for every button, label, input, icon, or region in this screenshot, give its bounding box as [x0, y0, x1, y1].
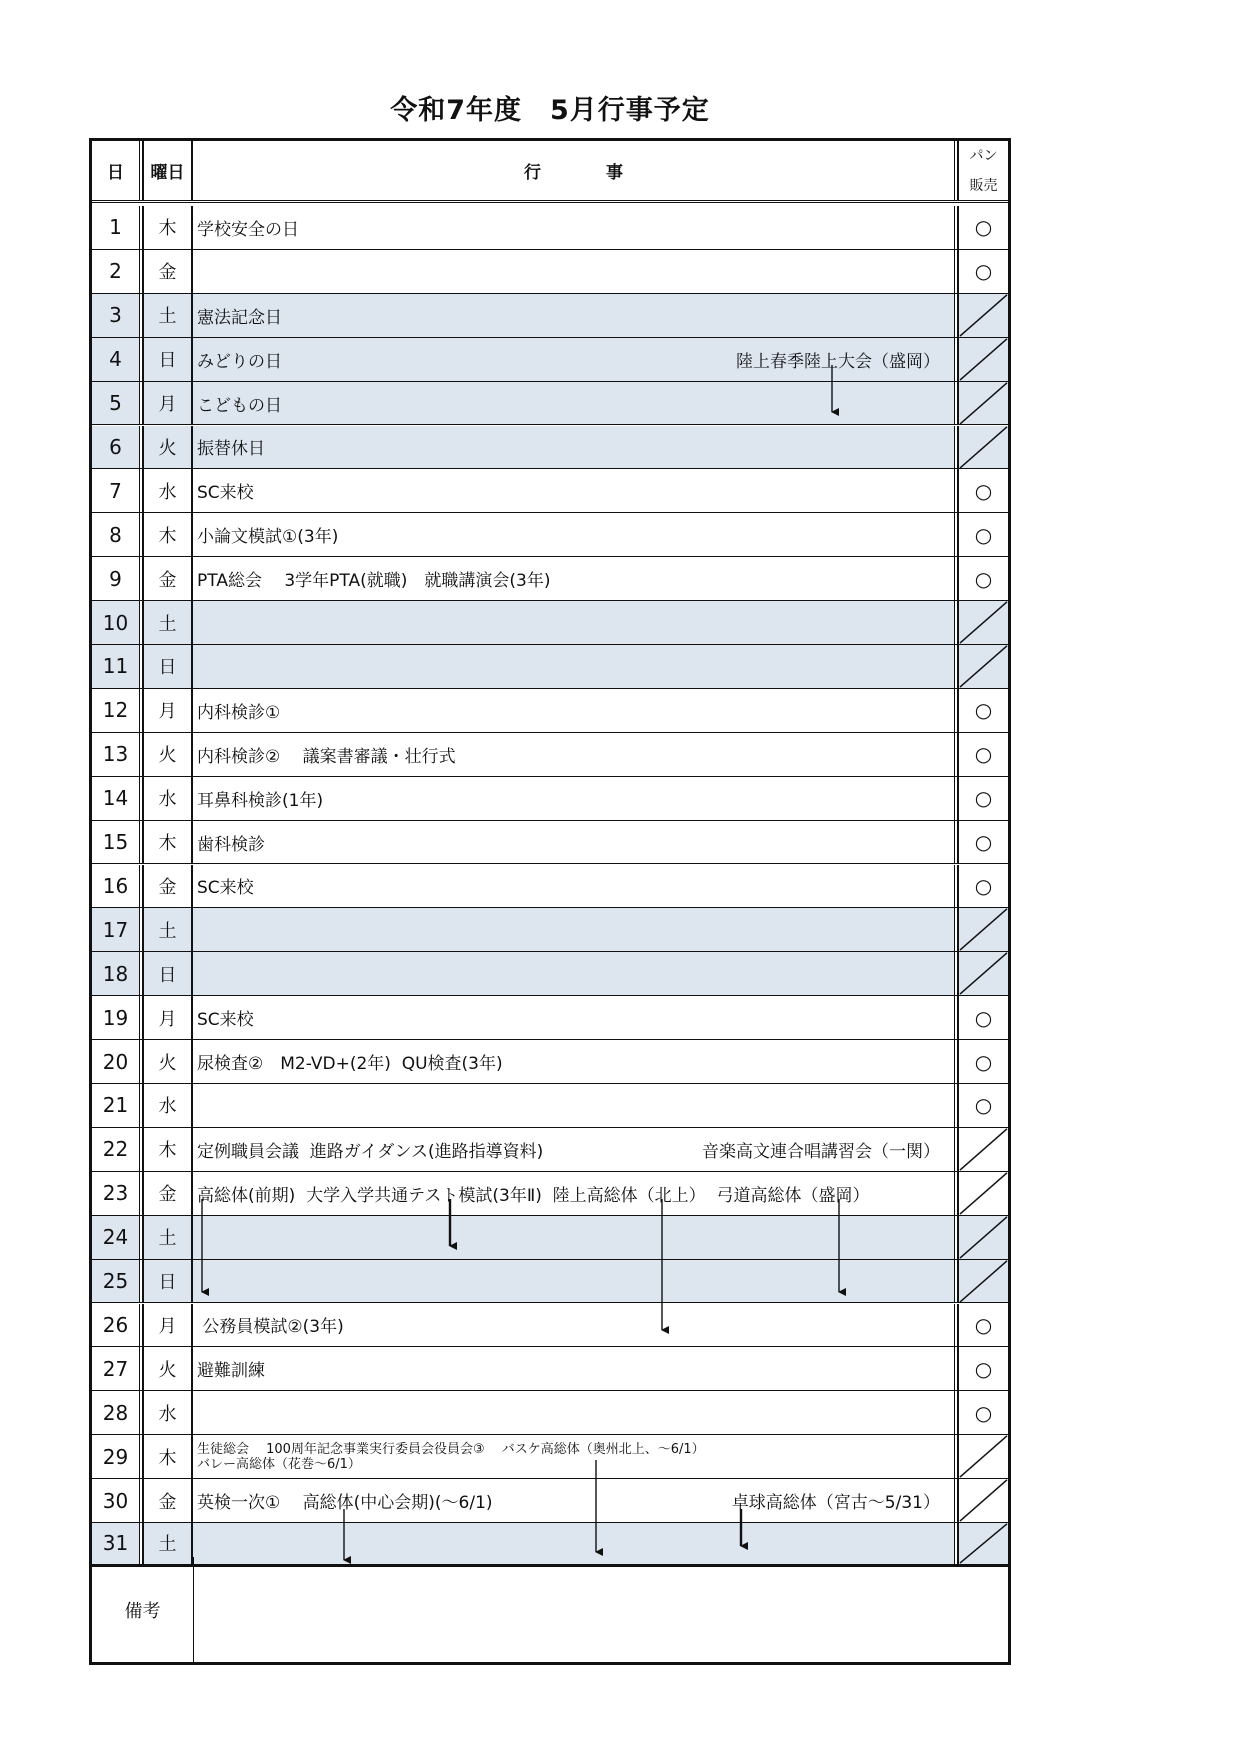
events-cell	[193, 557, 955, 600]
day-cell: 27	[92, 1347, 140, 1390]
events-cell	[193, 1347, 955, 1390]
table-row	[92, 601, 1008, 645]
table-row	[92, 1172, 1008, 1216]
weekday-cell: 月	[142, 1304, 193, 1347]
bread-sale-cell	[957, 1128, 1008, 1171]
bread-sale-mark: ○	[974, 873, 993, 898]
events-cell	[193, 294, 955, 337]
bread-sale-cell	[957, 513, 1008, 556]
no-sale-slash-icon	[959, 601, 1008, 644]
weekday-cell: 木	[142, 1435, 193, 1478]
table-row	[92, 206, 1008, 250]
no-sale-slash-icon	[959, 1435, 1008, 1478]
weekday-cell: 水	[142, 469, 193, 512]
day-cell: 31	[92, 1523, 140, 1564]
events-text: 避難訓練	[197, 1361, 265, 1382]
day-cell: 3	[92, 294, 140, 337]
events-small-text	[197, 1442, 705, 1472]
bread-sale-cell	[957, 908, 1008, 951]
events-cell	[193, 206, 955, 249]
day-cell: 28	[92, 1391, 140, 1434]
bread-sale-cell	[957, 338, 1008, 381]
events-cell	[193, 1172, 955, 1215]
no-sale-slash-icon	[959, 1479, 1008, 1522]
day-cell: 29	[92, 1435, 140, 1478]
table-row	[92, 952, 1008, 996]
table-row	[92, 1216, 1008, 1260]
day-cell: 8	[92, 513, 140, 556]
weekday-cell: 日	[142, 645, 193, 688]
events-text: 定例職員会議 進路ガイダンス(進路指導資料)	[197, 1141, 544, 1162]
weekday-cell: 金	[142, 1479, 193, 1522]
day-cell: 9	[92, 557, 140, 600]
bread-sale-cell	[957, 382, 1008, 425]
day-cell: 23	[92, 1172, 140, 1215]
weekday-cell: 火	[142, 426, 193, 469]
events-cell	[193, 952, 955, 995]
bread-sale-cell	[957, 294, 1008, 337]
day-cell: 26	[92, 1304, 140, 1347]
table-row	[92, 1479, 1008, 1523]
weekday-cell: 日	[142, 338, 193, 381]
events-text-right: 卓球高総体（宮古～5/31）	[731, 1493, 940, 1514]
events-cell	[193, 908, 955, 951]
bread-sale-cell	[957, 952, 1008, 995]
weekday-cell: 土	[142, 601, 193, 644]
events-cell	[193, 469, 955, 512]
day-cell: 19	[92, 996, 140, 1039]
table-row	[92, 1391, 1008, 1435]
table-row	[92, 338, 1008, 382]
table-row	[92, 908, 1008, 952]
day-cell: 21	[92, 1084, 140, 1127]
bread-sale-cell	[957, 1479, 1008, 1522]
bread-sale-mark: ○	[974, 1093, 993, 1118]
day-cell: 18	[92, 952, 140, 995]
page-title: 令和7年度 5月行事予定	[390, 95, 710, 126]
bread-sale-cell	[957, 1040, 1008, 1083]
table-row	[92, 1260, 1008, 1304]
day-cell: 10	[92, 601, 140, 644]
no-sale-slash-icon	[959, 338, 1008, 381]
table-row	[92, 645, 1008, 689]
day-cell: 17	[92, 908, 140, 951]
bread-sale-cell	[957, 821, 1008, 864]
events-text: 憲法記念日	[197, 307, 282, 328]
table-row	[92, 250, 1008, 294]
header-bread-line1: パン	[969, 147, 998, 164]
bread-sale-mark: ○	[974, 698, 993, 723]
no-sale-slash-icon	[959, 294, 1008, 337]
bread-sale-mark: ○	[974, 742, 993, 767]
events-cell	[193, 1128, 955, 1171]
bread-sale-mark: ○	[974, 830, 993, 855]
events-text-right: 陸上春季陸上大会（盛岡）	[736, 351, 940, 372]
day-cell: 4	[92, 338, 140, 381]
table-row	[92, 1347, 1008, 1391]
weekday-cell: 火	[142, 1040, 193, 1083]
events-text: PTA総会 3学年PTA(就職) 就職講演会(3年)	[197, 571, 551, 592]
bread-sale-cell	[957, 777, 1008, 820]
weekday-cell: 木	[142, 513, 193, 556]
bread-sale-cell	[957, 733, 1008, 776]
events-text-right: 音楽高文連合唱講習会（一関）	[702, 1141, 940, 1162]
bread-sale-cell	[957, 1391, 1008, 1434]
day-cell: 5	[92, 382, 140, 425]
bread-sale-cell	[957, 426, 1008, 469]
table-row	[92, 821, 1008, 865]
header-weekday: 曜日	[142, 141, 193, 200]
events-text: こどもの日	[197, 395, 282, 416]
events-cell	[193, 1479, 955, 1522]
weekday-cell: 金	[142, 865, 193, 908]
weekday-cell: 木	[142, 206, 193, 249]
day-cell: 25	[92, 1260, 140, 1303]
table-row	[92, 1128, 1008, 1172]
bread-sale-cell	[957, 1304, 1008, 1347]
events-cell	[193, 513, 955, 556]
day-cell: 24	[92, 1216, 140, 1259]
weekday-cell: 金	[142, 250, 193, 293]
table-row	[92, 865, 1008, 909]
events-cell	[193, 777, 955, 820]
events-cell	[193, 865, 955, 908]
events-cell	[193, 1435, 955, 1478]
events-text: SC来校	[197, 878, 254, 899]
table-row	[92, 1040, 1008, 1084]
bread-sale-cell	[957, 1435, 1008, 1478]
events-cell	[193, 382, 955, 425]
day-cell: 1	[92, 206, 140, 249]
day-cell: 12	[92, 689, 140, 732]
bread-sale-cell	[957, 601, 1008, 644]
events-cell	[193, 250, 955, 293]
bread-sale-mark: ○	[974, 259, 993, 284]
bread-sale-mark: ○	[974, 786, 993, 811]
weekday-cell: 金	[142, 557, 193, 600]
day-cell: 7	[92, 469, 140, 512]
no-sale-slash-icon	[959, 1216, 1008, 1259]
weekday-cell: 木	[142, 821, 193, 864]
table-row	[92, 1304, 1008, 1348]
events-cell	[193, 821, 955, 864]
table-row	[92, 294, 1008, 338]
weekday-cell: 土	[142, 1523, 193, 1564]
notes-body	[194, 1557, 1008, 1662]
bread-sale-cell	[957, 1216, 1008, 1259]
events-line: バレー高総体（花巻～6/1）	[197, 1456, 361, 1472]
table-row	[92, 996, 1008, 1040]
notes-row	[92, 1557, 1008, 1662]
weekday-cell: 火	[142, 1347, 193, 1390]
weekday-cell: 土	[142, 294, 193, 337]
weekday-cell: 木	[142, 1128, 193, 1171]
bread-sale-cell	[957, 645, 1008, 688]
bread-sale-mark: ○	[974, 566, 993, 591]
weekday-cell: 土	[142, 1216, 193, 1259]
no-sale-slash-icon	[959, 382, 1008, 425]
events-text: 公務員模試②(3年)	[197, 1317, 344, 1338]
day-cell: 13	[92, 733, 140, 776]
events-cell	[193, 1304, 955, 1347]
table-row	[92, 689, 1008, 733]
weekday-cell: 金	[142, 1172, 193, 1215]
table-row	[92, 513, 1008, 557]
bread-sale-mark: ○	[974, 522, 993, 547]
bread-sale-cell	[957, 1260, 1008, 1303]
events-text: 歯科検診	[197, 834, 265, 855]
table-row	[92, 733, 1008, 777]
no-sale-slash-icon	[959, 908, 1008, 951]
no-sale-slash-icon	[959, 426, 1008, 469]
weekday-cell: 日	[142, 952, 193, 995]
table-row	[92, 426, 1008, 470]
weekday-cell: 水	[142, 1084, 193, 1127]
events-text: みどりの日	[197, 351, 282, 372]
weekday-cell: 月	[142, 689, 193, 732]
bread-sale-cell	[957, 1347, 1008, 1390]
no-sale-slash-icon	[959, 952, 1008, 995]
bread-sale-mark: ○	[974, 1312, 993, 1337]
events-cell	[193, 689, 955, 732]
no-sale-slash-icon	[959, 1260, 1008, 1303]
table-row	[92, 1435, 1008, 1479]
events-text: 小論文模試①(3年)	[197, 527, 339, 548]
events-text: SC来校	[197, 483, 254, 504]
bread-sale-cell	[957, 1172, 1008, 1215]
events-cell	[193, 996, 955, 1039]
no-sale-slash-icon	[959, 645, 1008, 688]
events-text: 学校安全の日	[197, 219, 299, 240]
events-text: 高総体(前期) 大学入学共通テスト模試(3年Ⅱ) 陸上高総体（北上） 弓道高総体（盛岡）	[197, 1185, 870, 1206]
bread-sale-mark: ○	[974, 1400, 993, 1425]
bread-sale-cell	[957, 865, 1008, 908]
bread-sale-cell	[957, 206, 1008, 249]
bread-sale-mark: ○	[974, 215, 993, 240]
table-row	[92, 382, 1008, 426]
weekday-cell: 月	[142, 382, 193, 425]
day-cell: 6	[92, 426, 140, 469]
day-cell: 22	[92, 1128, 140, 1171]
bread-sale-cell	[957, 996, 1008, 1039]
day-cell: 20	[92, 1040, 140, 1083]
events-text: 英検一次① 高総体(中心会期)(～6/1)	[197, 1493, 493, 1514]
bread-sale-cell	[957, 1084, 1008, 1127]
bread-sale-cell	[957, 557, 1008, 600]
events-cell	[193, 645, 955, 688]
header-bread-sale	[957, 141, 1008, 200]
events-cell	[193, 1084, 955, 1127]
events-cell	[193, 1391, 955, 1434]
bread-sale-cell	[957, 689, 1008, 732]
events-cell	[193, 338, 955, 381]
notes-label: 備考	[92, 1557, 194, 1662]
events-cell	[193, 1216, 955, 1259]
schedule-table	[89, 138, 1011, 1665]
day-cell: 30	[92, 1479, 140, 1522]
events-line: 生徒総会 100周年記念事業実行委員会役員会③ バスケ高総体（奥州北上、～6/1）	[197, 1441, 705, 1457]
no-sale-slash-icon	[959, 1172, 1008, 1215]
header-day: 日	[92, 141, 140, 200]
day-cell: 2	[92, 250, 140, 293]
day-cell: 16	[92, 865, 140, 908]
bread-sale-cell	[957, 469, 1008, 512]
bread-sale-mark: ○	[974, 1005, 993, 1030]
weekday-cell: 水	[142, 1391, 193, 1434]
events-cell	[193, 426, 955, 469]
table-row	[92, 557, 1008, 601]
header-bread-line2: 販売	[969, 177, 998, 194]
bread-sale-mark: ○	[974, 1356, 993, 1381]
weekday-cell: 月	[142, 996, 193, 1039]
table-row	[92, 1084, 1008, 1128]
no-sale-slash-icon	[959, 1128, 1008, 1171]
weekday-cell: 水	[142, 777, 193, 820]
events-text: 内科検診② 議案書審議・壮行式	[197, 746, 456, 767]
bread-sale-cell	[957, 250, 1008, 293]
day-cell: 14	[92, 777, 140, 820]
events-text: SC来校	[197, 1010, 254, 1031]
weekday-cell: 日	[142, 1260, 193, 1303]
bread-sale-mark: ○	[974, 1049, 993, 1074]
table-row	[92, 777, 1008, 821]
events-text: 振替休日	[197, 439, 265, 460]
day-cell: 11	[92, 645, 140, 688]
events-cell	[193, 1260, 955, 1303]
events-cell	[193, 601, 955, 644]
weekday-cell: 火	[142, 733, 193, 776]
events-text: 尿検査② M2-VD+(2年) QU検査(3年)	[197, 1054, 503, 1075]
table-header	[92, 141, 1008, 203]
events-text: 内科検診①	[197, 702, 281, 723]
bread-sale-mark: ○	[974, 478, 993, 503]
events-cell	[193, 1040, 955, 1083]
events-cell	[193, 733, 955, 776]
weekday-cell: 土	[142, 908, 193, 951]
table-row	[92, 469, 1008, 513]
events-text: 耳鼻科検診(1年)	[197, 790, 324, 811]
day-cell: 15	[92, 821, 140, 864]
header-events: 行 事	[193, 141, 955, 200]
